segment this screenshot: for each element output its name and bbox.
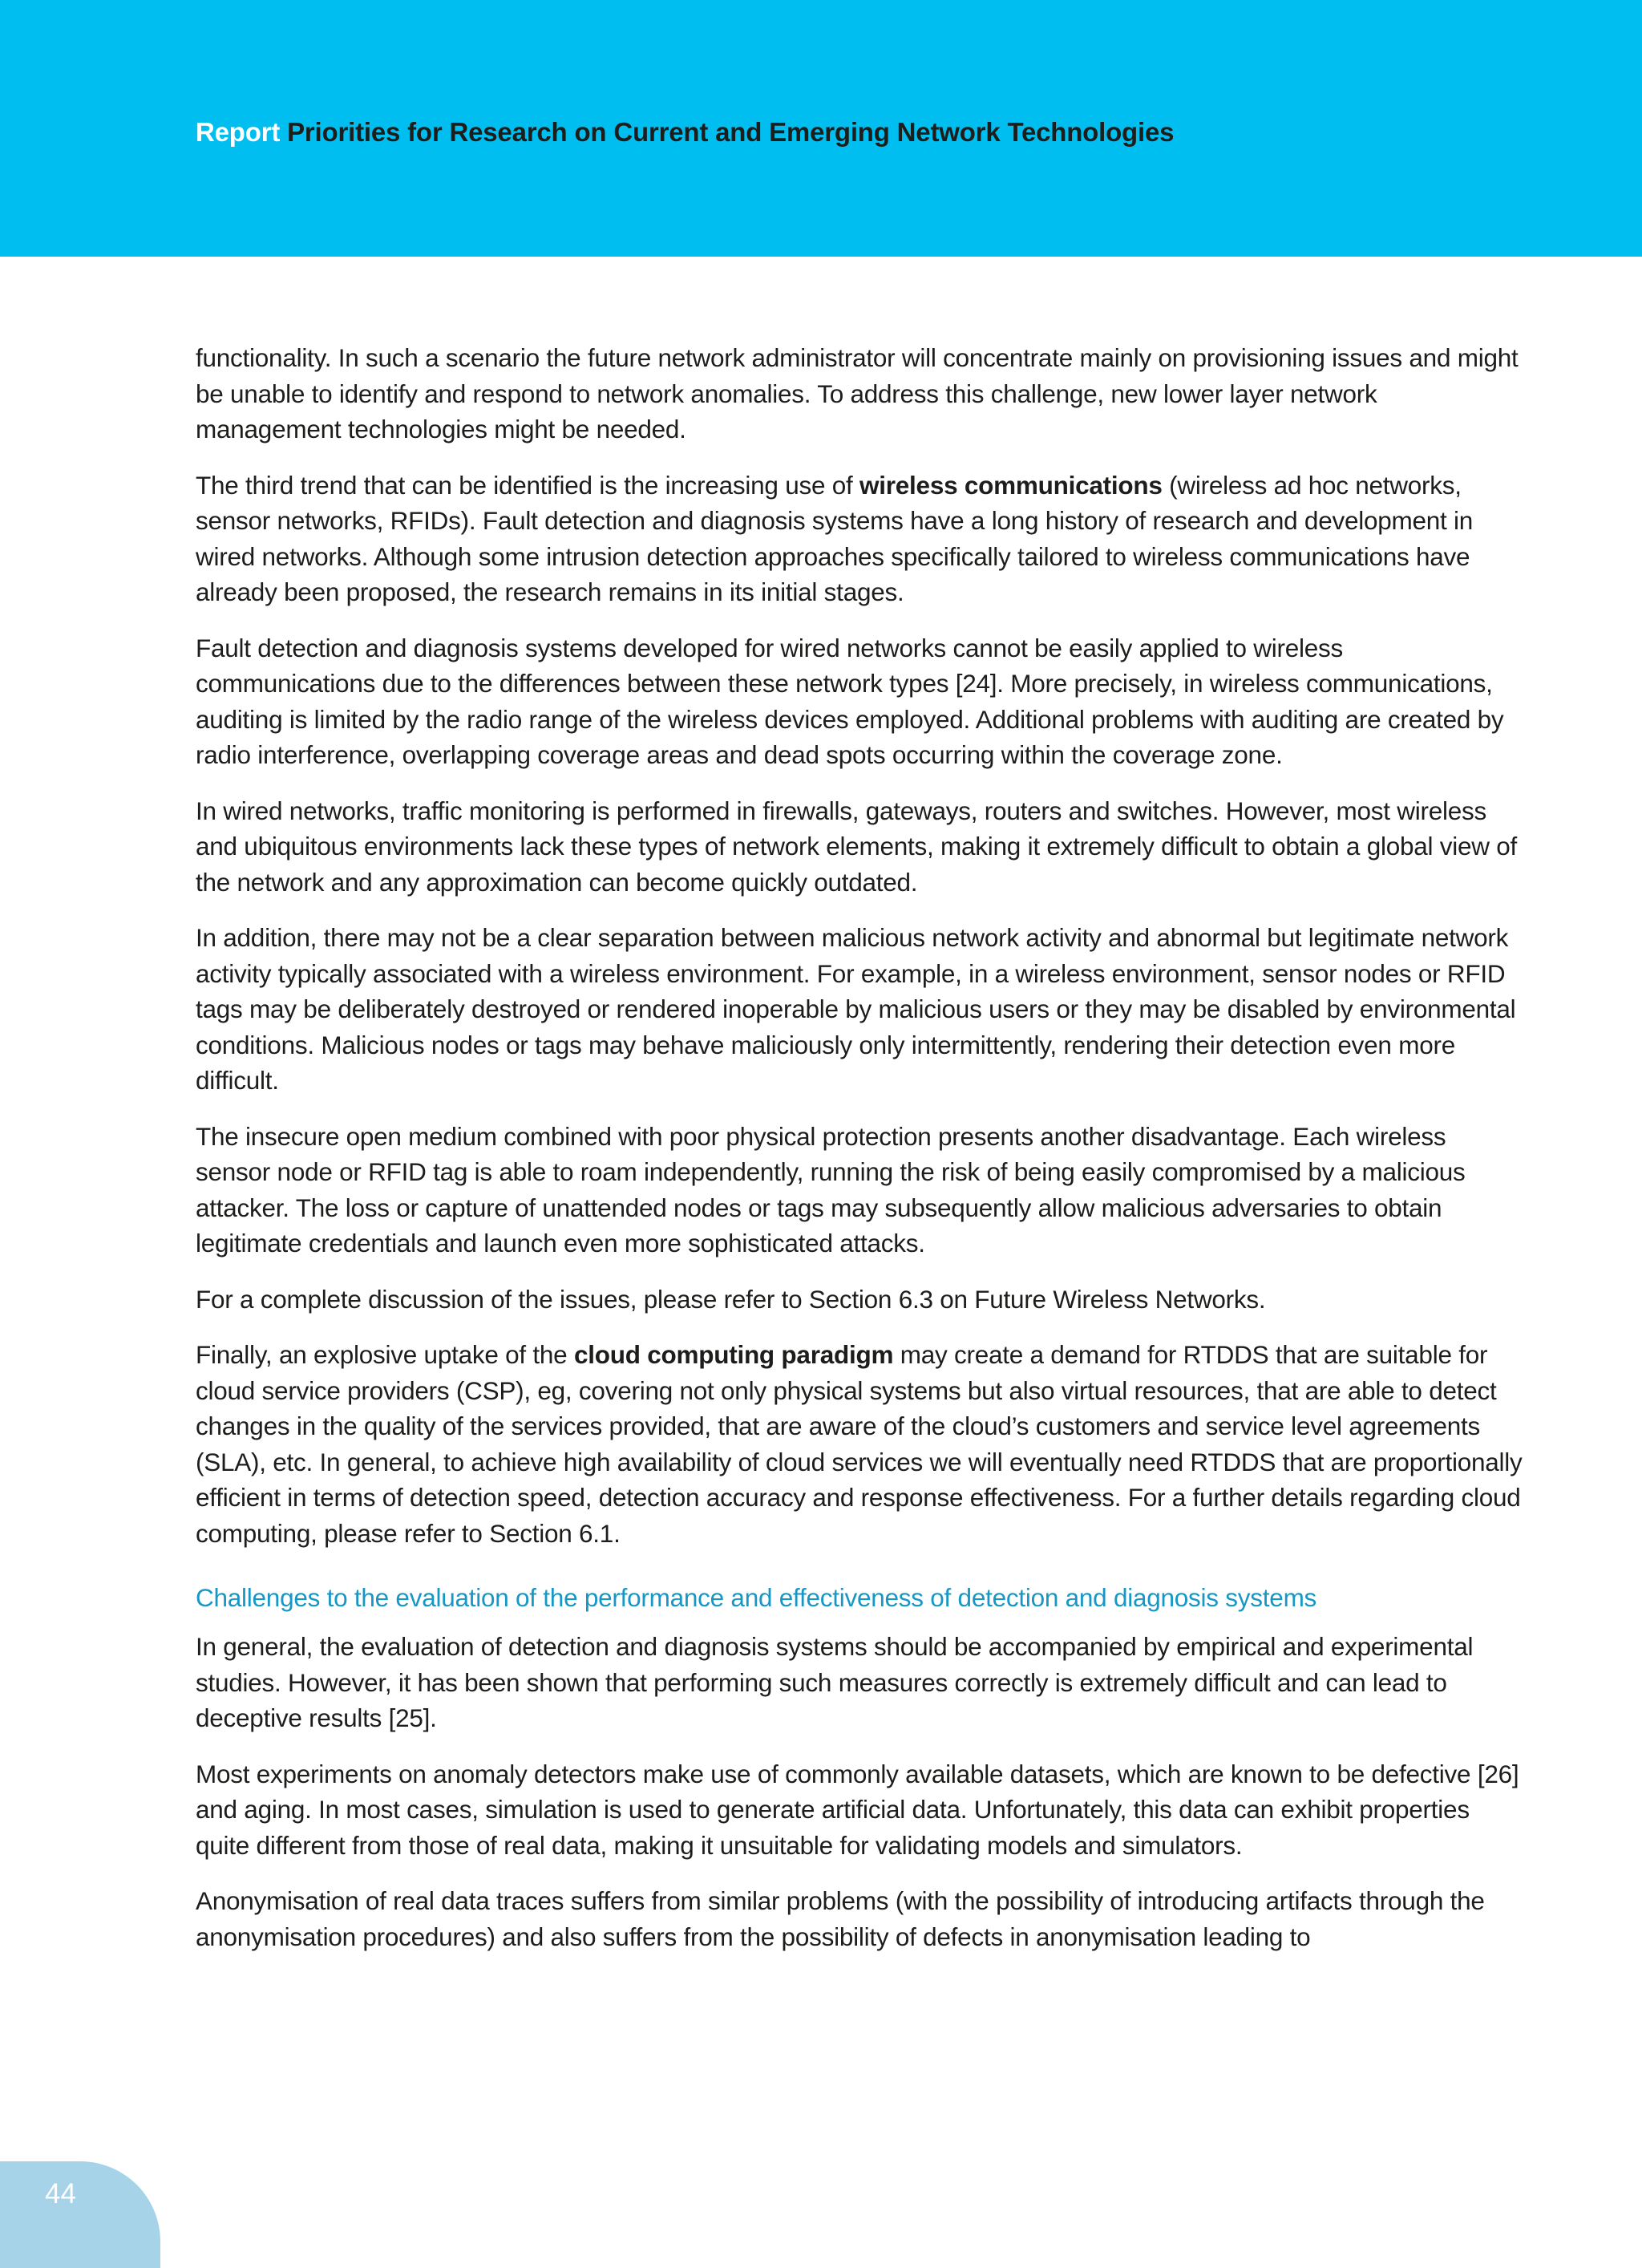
paragraph-2 (196, 468, 1523, 610)
paragraph-11: Anonymisation of real data traces suffers from similar problems (with the possibility of introducing artifacts through the anonymisation procedures) and also suffers from the possibility of defects in anonymisation leading to (196, 1886, 1485, 1951)
running-header (196, 117, 1174, 148)
page-number-tab (0, 2161, 160, 2268)
paragraph-8-text-a: Finally, an explosive uptake of the (196, 1340, 574, 1369)
section-heading: Challenges to the evaluation of the performance and effectiveness of detection and diagnosis systems (196, 1583, 1317, 1612)
paragraph-2-text-b: (wireless ad hoc networks, sensor networks, RFIDs). Fault detection and diagnosis systems have a long history of research and development in wired networks. Although some intrusion detection approaches specifically tailored to wireless communications have already been proposed, the research remains in its initial stages. (196, 470, 1474, 606)
paragraph-8 (196, 1337, 1523, 1551)
paragraph-2-text-a: The third trend that can be identified is the increasing use of (196, 470, 860, 500)
header-kicker: Report (196, 117, 281, 147)
header-document-title: Priorities for Research on Current and Emerging Network Technologies (287, 117, 1175, 147)
paragraph-4: In wired networks, traffic monitoring is performed in firewalls, gateways, routers and switches. However, most wireless and ubiquitous environments lack these types of network elements, making it extremely difficult to obtain a global view of the network and any approximation can become quickly outdated. (196, 796, 1518, 897)
page-number: 44 (45, 2178, 76, 2209)
paragraph-3: Fault detection and diagnosis systems developed for wired networks cannot be easily applied to wireless communications due to the differences between these network types [24]. More precisely, in wireless communications, auditing is limited by the radio range of the wireless devices employed. Additional problems with auditing are created by radio interference, overlapping coverage areas and dead spots occurring within the coverage zone. (196, 633, 1504, 769)
paragraph-1: functionality. In such a scenario the future network administrator will concentrate mainly on provisioning issues and might be unable to identify and respond to network anomalies. To address this challenge, new lower layer network management technologies might be needed. (196, 343, 1519, 443)
paragraph-8-emphasis: cloud computing paradigm (573, 1340, 894, 1369)
paragraph-7: For a complete discussion of the issues, please refer to Section 6.3 on Future Wireless Networks. (196, 1284, 1266, 1314)
body-text (196, 340, 1523, 1974)
paragraph-8-text-b: may create a demand for RTDDS that are suitable for cloud service providers (CSP), eg, covering not only physical systems but also virtual resources, that are able to detect changes in the quality of the services provided, that are aware of the cloud’s customers and service level agreements (SLA), etc. In general, to achieve high availability of cloud services we will eventually need RTDDS that are proportionally efficient in terms of detection speed, detection accuracy and response effectiveness. For a further details regarding cloud computing, please refer to Section 6.1. (196, 1340, 1523, 1548)
paragraph-2-emphasis: wireless communications (859, 470, 1163, 500)
paragraph-6: The insecure open medium combined with poor physical protection presents another disadvantage. Each wireless sensor node or RFID tag is able to roam independently, running the risk of being easily compromised by a malicious attacker. The loss or capture of unattended nodes or tags may subsequently allow malicious adversaries to obtain legitimate credentials and launch even more sophisticated attacks. (196, 1121, 1466, 1258)
paragraph-9: In general, the evaluation of detection and diagnosis systems should be accompanied by empirical and experimental studies. However, it has been shown that performing such measures correctly is extremely difficult and can lead to deceptive results [25]. (196, 1632, 1474, 1732)
paragraph-10: Most experiments on anomaly detectors make use of commonly available datasets, which are known to be defective [26] and aging. In most cases, simulation is used to generate artificial data. Unfortunately, this data can exhibit properties quite different from those of real data, making it unsuitable for validating models and simulators. (196, 1759, 1519, 1860)
paragraph-5: In addition, there may not be a clear separation between malicious network activity and abnormal but legitimate network activity typically associated with a wireless environment. For example, in a wireless environment, sensor nodes or RFID tags may be deliberately destroyed or rendered inoperable by malicious users or they may be disabled by environmental conditions. Malicious nodes or tags may behave maliciously only intermittently, rendering their detection even more difficult. (196, 923, 1516, 1095)
